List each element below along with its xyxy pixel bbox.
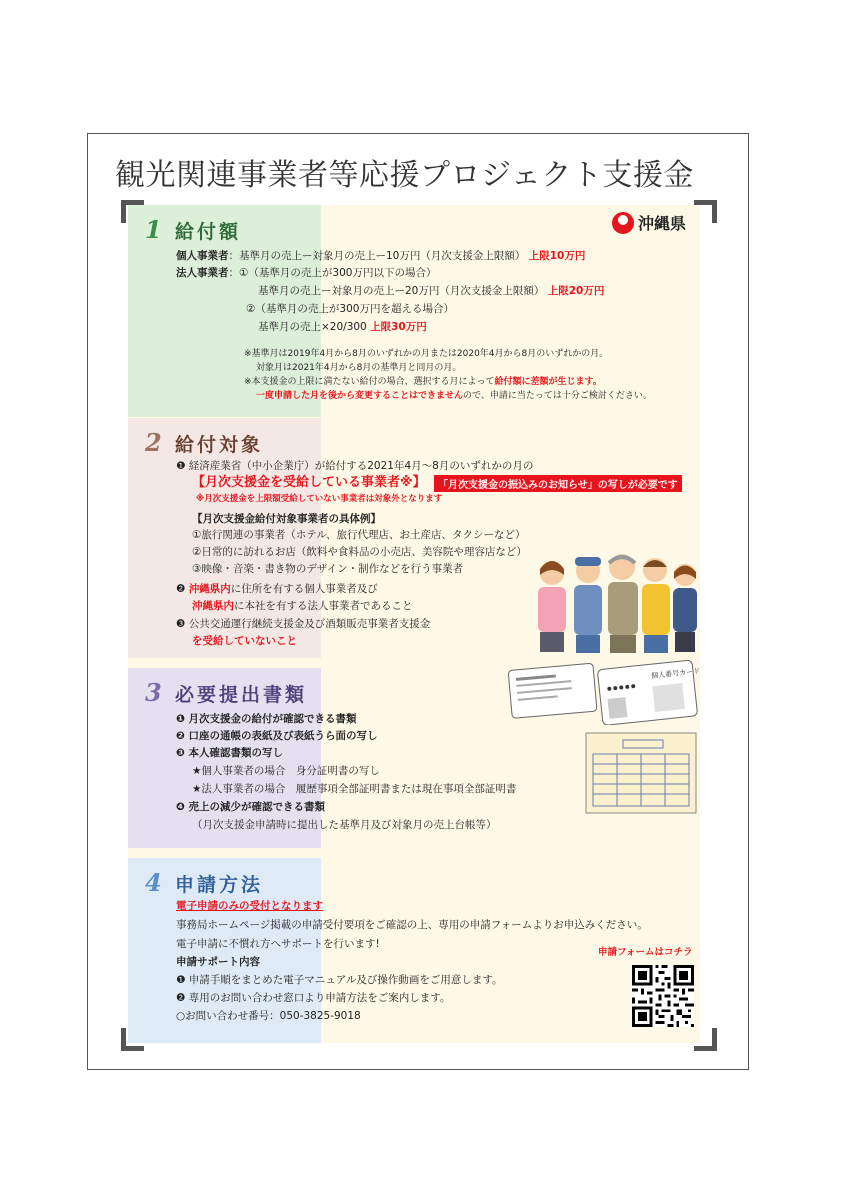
section1-title: 給付額 [175, 221, 242, 243]
s4-support1: ❶ 申請手順をまとめた電子マニュアル及び操作動画をご用意します。 [176, 974, 503, 986]
s2-item1-note: ※月次支援金を上限額受給していない事業者は対象外となります [196, 494, 443, 504]
s1-note4b: ので、申請に当たっては十分ご検討ください。 [463, 391, 652, 401]
section3-title: 必要提出書類 [175, 684, 308, 706]
corner-bracket [694, 1028, 717, 1051]
person-icon [608, 554, 638, 653]
s1-note2: 対象月は2021年4月から8月の基準月と同月の月。 [256, 363, 462, 373]
person-icon [642, 558, 670, 653]
s1-text2: ：①（基準月の売上が300万円以下の場合） [228, 267, 437, 279]
s4-lead: 電子申請のみの受付となります [176, 900, 323, 912]
s1-text1: ：基準月の売上ー対象月の売上ー10万円（月次支援金上限額） [228, 250, 526, 262]
s1-limit2: 上限20万円 [547, 285, 605, 297]
section3-number: 3 [145, 678, 162, 707]
s1-limit3: 上限30万円 [370, 321, 427, 333]
s2-item1: ❶ 経済産業省（中小企業庁）が給付する2021年4月～8月のいずれかの月の [176, 460, 534, 472]
s2-item1-big: 【月次支援金を受給している事業者※】 [192, 475, 426, 490]
s1-label-individual: 個人事業者 [176, 250, 229, 262]
s2-item2-line2 [192, 599, 413, 613]
s4-line2: 電子申請に不慣れ方へサポートを行います! [176, 938, 380, 950]
qr-label: 申請フォームはコチラ [598, 947, 693, 958]
page-title: 観光関連事業者等応援プロジェクト支援金 [115, 158, 694, 193]
person-icon [538, 561, 566, 652]
okinawa-logo [612, 211, 686, 234]
s1-limit1: 上限10万円 [528, 250, 586, 262]
s2-item2-okinawa2: 沖縄県内 [192, 600, 234, 612]
card-label: 個人番号カード [650, 667, 700, 681]
s3-item3: ❸ 本人確認書類の写し [176, 747, 284, 759]
section1-number: 1 [145, 215, 162, 244]
person-icon [673, 564, 697, 652]
s4-line1: 事務局ホームページ掲載の申請受付要項をご確認の上、専用の申請フォームよりお申込みください。 [176, 919, 648, 931]
s2-item3-line2: を受給していないこと [192, 635, 297, 647]
s1-line2 [176, 266, 436, 280]
s1-note1: ※基準月は2019年4月から8月のいずれかの月または2020年4月から8月のいずれかの月。 [244, 349, 609, 359]
s3-item2: ❷ 口座の通帳の表紙及び表紙うら面の写し [176, 730, 378, 742]
s1-note4a: 一度申請した月を後から変更することはできません [256, 391, 464, 401]
s1-text5: 基準月の売上×20/300 [258, 321, 367, 333]
s1-note4 [256, 389, 652, 403]
s1-note3a: ※本支援金の上限に満たない給付の場合、選択する月によって [244, 377, 495, 387]
okinawa-emblem-icon [612, 212, 634, 234]
corner-bracket [694, 200, 717, 223]
section4-number: 4 [145, 868, 162, 897]
s2-examples-title: 【月次支援金給付対象事業者の具体例】 [192, 513, 381, 525]
s2-item3-line1: ❸ 公共交通運行継続支援金及び酒類販売事業者支援金 [176, 618, 431, 630]
s1-label-corporate: 法人事業者 [176, 267, 229, 279]
s1-line1 [176, 249, 585, 263]
s2-item2-text2: に本社を有する法人事業者であること [234, 600, 413, 612]
section4-title: 申請方法 [175, 874, 264, 896]
s2-item1-box: 「月次支援金の振込みのお知らせ」の写しが必要です [434, 475, 682, 492]
s1-line5 [258, 320, 427, 334]
workers-illustration [530, 545, 700, 655]
s1-note3b: 給付額に差額が生じます。 [494, 377, 602, 387]
s2-example2: ②日常的に訪れるお店（飲料や食料品の小売店、美容院や理容店など） [192, 546, 527, 558]
person-icon [574, 557, 602, 653]
corner-bracket [121, 200, 144, 223]
s3-item4-note: （月次支援金申請時に提出した基準月及び対象月の売上台帳等） [192, 819, 497, 831]
corner-bracket [121, 1028, 144, 1051]
s3-item1: ❶ 月次支援金の給付が確認できる書類 [176, 713, 357, 725]
qr-code-icon[interactable] [632, 965, 694, 1027]
s2-item2-okinawa1: 沖縄県内 [188, 583, 231, 595]
s3-item3b: ★法人事業者の場合 履歴事項全部証明書または現在事項全部証明書 [192, 783, 517, 795]
s4-contact: ○お問い合わせ番号：050-3825-9018 [176, 1010, 361, 1022]
my-number-card-icon [597, 659, 700, 725]
s1-line4: ②（基準月の売上が300万円を超える場合） [246, 303, 454, 315]
s2-example3: ③映像・音楽・書き物のデザイン・制作などを行う事業者 [192, 563, 464, 575]
s3-item3a: ★個人事業者の場合 身分証明書の写し [192, 765, 380, 777]
ledger-document-icon [585, 732, 697, 814]
logo-text: 沖縄県 [638, 214, 687, 233]
insurance-card-icon [508, 663, 597, 718]
s2-item2-line1 [176, 582, 378, 596]
s1-note3 [244, 375, 602, 389]
s4-support-title: 申請サポート内容 [176, 956, 260, 968]
s1-text3: 基準月の売上ー対象月の売上ー20万円（月次支援金上限額） [258, 285, 545, 297]
s4-support2: ❷ 専用のお問い合わせ窓口より申請方法をご案内します。 [176, 992, 451, 1004]
s1-line3 [258, 284, 604, 298]
s2-example1: ①旅行関連の事業者（ホテル、旅行代理店、お土産店、タクシーなど） [192, 529, 526, 541]
s2-item2-num: ❷ [176, 583, 186, 595]
section2-number: 2 [145, 428, 162, 457]
s2-item2-text1: に住所を有する個人事業者及び [230, 583, 378, 595]
section2-title: 給付対象 [175, 434, 264, 456]
s3-item4: ❹ 売上の減少が確認できる書類 [176, 801, 326, 813]
id-cards-illustration [505, 655, 700, 725]
